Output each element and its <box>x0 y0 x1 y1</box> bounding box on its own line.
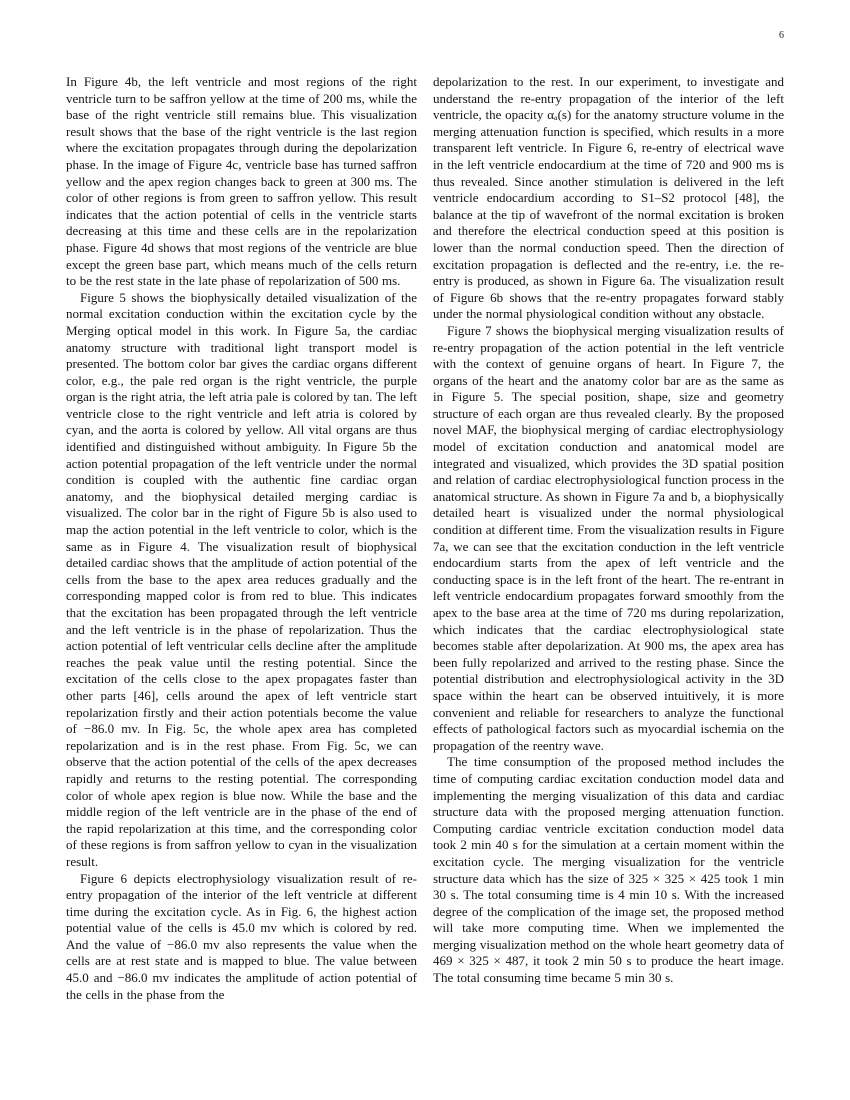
left-column <box>66 74 417 1003</box>
paragraph: In Figure 4b, the left ventricle and most regions of the right ventricle turn to be saffron yellow at the time of 200 ms, while the base of the right ventricle still remains blue. This visualization result shows that the base of the right ventricle is the last region where the excitation propagates through during the depolarization phase. In the image of Figure 4c, ventricle base has turned saffron yellow and the apex region changes back to green at 300 ms. The color of other regions is from green to saffron yellow. This result indicates that the action potential of cells in the ventricle starts decreasing at this time and these cells are in the repolarization phase. Figure 4d shows that most regions of the ventricle are blue except the green base part, which means much of the cells return to be the rest state in the late phase of repolarization of 500 ms. <box>66 74 417 289</box>
page-number: 6 <box>779 30 784 41</box>
right-column <box>433 74 784 1003</box>
paragraph: Figure 5 shows the biophysically detailed visualization of the normal excitation conduction within the excitation cycle by the Merging optical model in this work. In Figure 5a, the cardiac anatomy structure with traditional light transport model is presented. The bottom color bar gives the cardiac organs different color, e.g., the pale red organ is the right ventricle, the purple organ is the right atria, the left atria pale is colored by tan. The left ventricle close to the right ventricle and left atria is colored by cyan, and the aorta is colored by yellow. All vital organs are thus identified and distinguished without ambiguity. In Figure 5b the action potential propagation of the left ventricle under the normal condition is coupled with the authentic fine cardiac organ anatomy, and the biophysical detailed merging cardiac is visualized. The color bar in the right of Figure 5b is also used to map the action potential in the left ventricle to color, which is the same as in Figure 4. The visualization result of biophysical detailed cardiac shows that the amplitude of action potential of the cells from the base to the apex area reduces gradually and the corresponding mapped color is from red to blue. This indicates that the excitation has been propagated through the left ventricle and the left ventricle is in the phase of repolarization. Thus the action potential of left ventricular cells decline after the amplitude reaches the peak value until the resting potential. Since the excitation of the cells close to the apex propagates faster than other parts [46], cells around the apex of left ventricle start repolarization firstly and their action potentials become the value of −86.0 mv. In Fig. 5c, the whole apex area has completed repolarization and is in the rest phase. From Fig. 5c, we can observe that the action potential of the cells of the apex decreases rapidly and returns to the resting potential. The corresponding color of whole apex region is blue now. While the base and the middle region of the left ventricle are in the phase of the end of the rapid repolarization at this time, and the corresponding color of these regions is from saffron yellow to cyan in the visualization result. <box>66 289 417 869</box>
paragraph: depolarization to the rest. In our experiment, to investigate and understand the re-entry propagation of the interior of the left ventricle, the opacity αₐ(s) for the anatomy structure volume in the merging attenuation function is specified, which results in a more transparent left ventricle. In Figure 6, re-entry of electrical wave in the left ventricle endocardium at the time of 720 and 900 ms is thus revealed. Since another stimulation is delivered in the left ventricle endocardium according to S1–S2 protocol [48], the balance at the tip of wavefront of the normal excitation is broken and therefore the electrical conduction speed at this position is lower than the normal conduction speed. Then the direction of excitation propagation is deflected and the re-entry, i.e. the re-entry is produced, as shown in Figure 6a. The visualization result of Figure 6b shows that the re-entry propagates forward stably under the normal physiological condition without any obstacle. <box>433 74 784 322</box>
paragraph: The time consumption of the proposed method includes the time of computing cardiac excitation conduction model data and implementing the merging visualization of this data and cardiac structure data with the proposed merging attenuation function. Computing cardiac ventricle excitation conduction model data took 2 min 40 s for the simulation at a certain moment within the excitation cycle. The merging visualization for the ventricle structure data which has the size of 325 × 325 × 425 took 1 min 30 s. The total consuming time is 4 min 10 s. With the increased degree of the complication of the image set, the proposed method will take more computing time. When we implemented the merging visualization method on the whole heart geometry data of 469 × 325 × 487, it took 2 min 50 s to produce the heart image. The total consuming time became 5 min 30 s. <box>433 754 784 986</box>
paragraph: Figure 6 depicts electrophysiology visualization result of re-entry propagation of the interior of the left ventricle at different time during the excitation cycle. As in Fig. 6, the highest action potential value of the cells is 45.0 mv which is colored by red. And the value of −86.0 mv also represents the value when the cells are at rest state and is mapped to blue. The value between 45.0 and −86.0 mv indicates the amplitude of action potential of the cells in the phase from the <box>66 870 417 1002</box>
two-column-text <box>66 74 784 1003</box>
paragraph: Figure 7 shows the biophysical merging visualization results of re-entry propagation of the action potential in the left ventricle with the context of genuine organs of heart. In Figure 7, the organs of the heart and the anatomy color bar are as the same as in Figure 5. The special position, shape, size and geometry structure of each organ are thus revealed clearly. By the proposed novel MAF, the biophysical merging of cardiac electrophysiology model of excitation conduction and anatomical model are integrated and visualized, which provides the 3D spatial position and relation of cardiac electrophysiological function process in the anatomical structure. As shown in Figure 7a and b, a biophysically detailed heart is visualized under the normal physiological condition at different time. From the visualization results in Figure 7a, we can see that the excitation conduction in the left ventricle endocardium starts from the apex of left ventricle and the conducting space is in the left front of the heart. The re-entrant in left ventricle endocardium propagates forward smoothly from the apex to the base area at the time of 720 ms during repolarization, which indicates that the cardiac electrophysiological state becomes stable after depolarization. At 900 ms, the apex area has been fully repolarized and arrived to the resting phase. Since the potential distribution and electrophysiological activity in the 3D space within the heart can be observed intuitively, it is more convenient and reliable for researchers to analyze the functional effects of pathological factors such as myocardial ischemia on the propagation of the reentry wave. <box>433 322 784 753</box>
